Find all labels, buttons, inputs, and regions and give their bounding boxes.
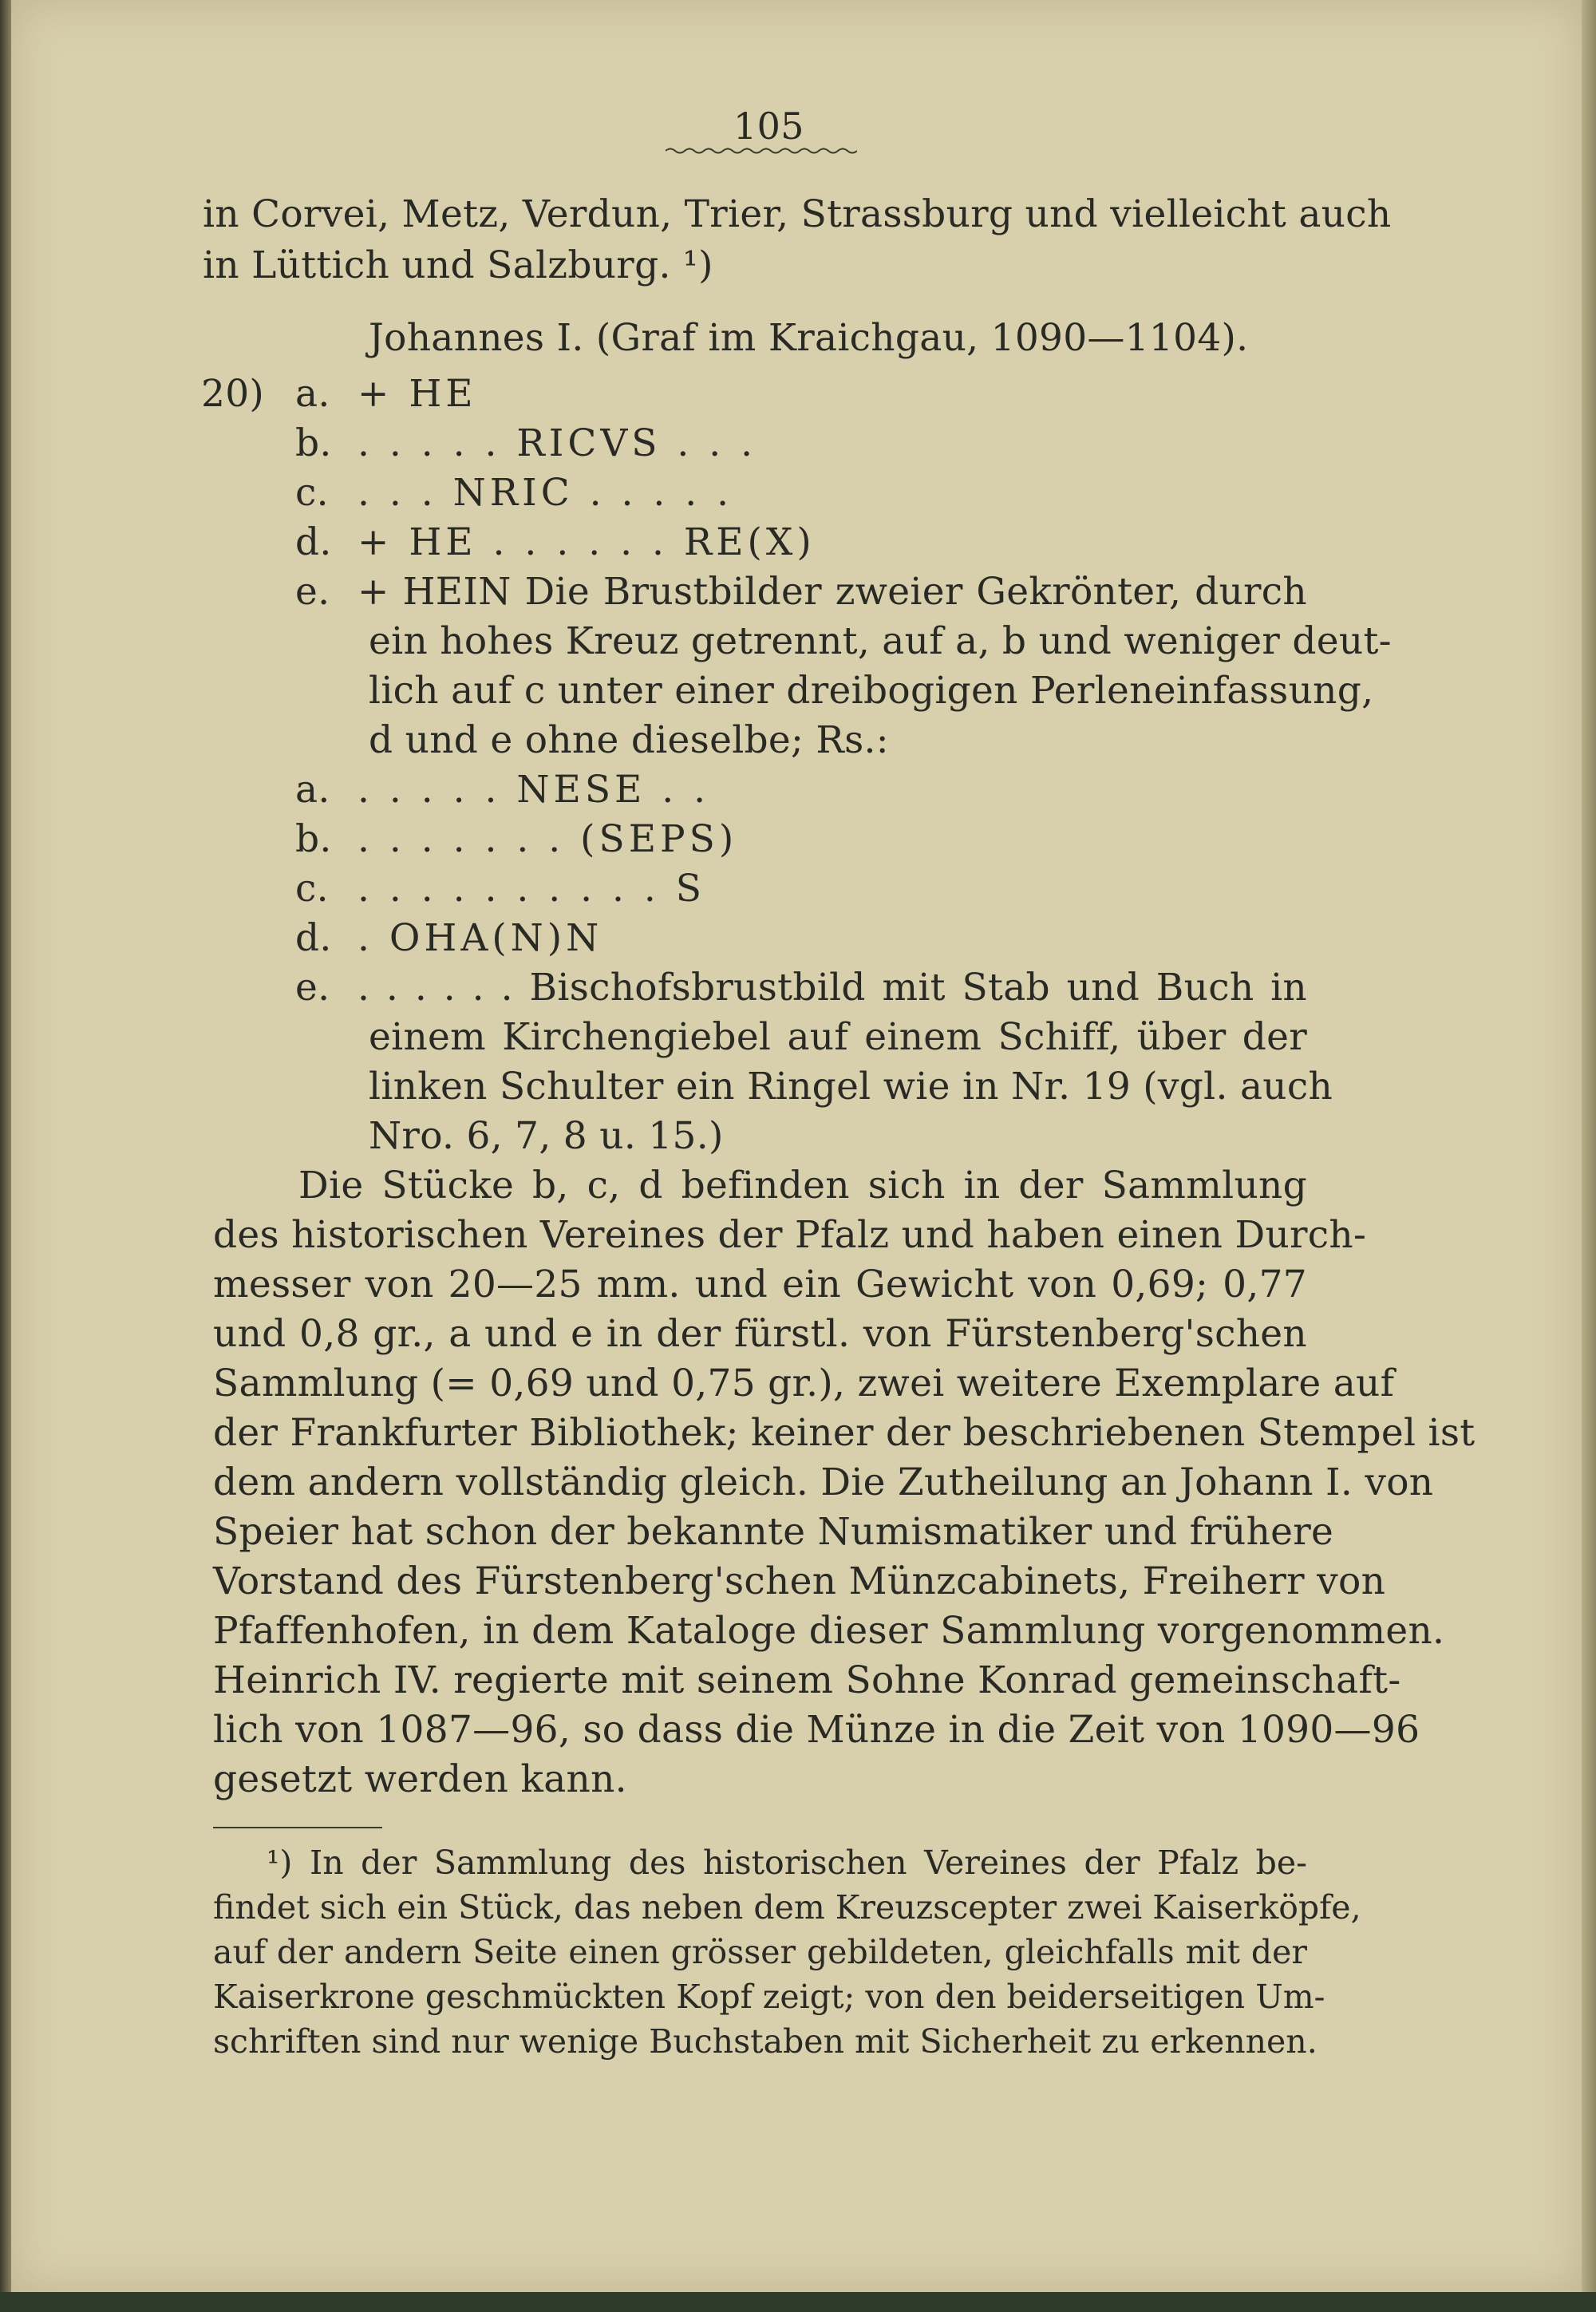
- reverse-legend-c: . . . . . . . . . . S: [358, 867, 705, 911]
- description-line: einem Kirchengiebel auf einem Schiff, über der: [369, 1015, 1307, 1059]
- reverse-legend-d: . OHA(N)N: [358, 916, 603, 960]
- paragraph-line: gesetzt werden kann.: [213, 1757, 627, 1801]
- reverse-label-b: b.: [295, 817, 332, 861]
- paragraph-line: Vorstand des Fürstenberg'schen Münzcabinets, Freiherr von: [213, 1559, 1386, 1603]
- paragraph-line: Heinrich IV. regierte mit seinem Sohne Konrad gemeinschaft-: [213, 1658, 1401, 1702]
- paragraph-line: dem andern vollständig gleich. Die Zutheilung an Johann I. von: [213, 1460, 1434, 1504]
- reverse-legend-a: . . . . . NESE . .: [358, 768, 710, 812]
- paragraph-line: Die Stücke b, c, d befinden sich in der Sammlung: [298, 1164, 1307, 1207]
- page-number-ornament: [666, 146, 857, 156]
- description-line: ein hohes Kreuz getrennt, auf a, b und weniger deut-: [369, 619, 1392, 663]
- obverse-label-a: a.: [295, 372, 330, 416]
- text-line: in Lüttich und Salzburg. ¹): [203, 243, 713, 287]
- entry-number: 20): [201, 372, 265, 416]
- paragraph-line: Sammlung (= 0,69 und 0,75 gr.), zwei weitere Exemplare auf: [213, 1362, 1395, 1405]
- obverse-legend-e: + HEIN Die Brustbilder zweier Gekrönter, durch: [358, 570, 1307, 614]
- description-line: Nro. 6, 7, 8 u. 15.): [369, 1114, 724, 1158]
- paragraph-line: des historischen Vereines der Pfalz und haben einen Durch-: [213, 1213, 1367, 1257]
- reverse-label-a: a.: [295, 768, 330, 812]
- reverse-legend-b: . . . . . . . (SEPS): [358, 817, 738, 861]
- reverse-label-c: c.: [295, 867, 329, 911]
- paragraph-line: lich von 1087—96, so dass die Münze in die Zeit von 1090—96: [213, 1708, 1420, 1752]
- paragraph-line: messer von 20—25 mm. und ein Gewicht von 0,69; 0,77: [213, 1263, 1307, 1306]
- text-line: in Corvei, Metz, Verdun, Trier, Strassburg und vielleicht auch: [203, 192, 1392, 236]
- description-line: d und e ohne dieselbe; Rs.:: [369, 718, 889, 762]
- footnote-divider: [213, 1827, 382, 1828]
- reverse-label-e: e.: [295, 966, 330, 1010]
- paragraph-line: Speier hat schon der bekannte Numismatiker und frühere: [213, 1510, 1334, 1554]
- reverse-legend-e: . . . . . . Bischofsbrustbild mit Stab und Buch in: [358, 966, 1307, 1010]
- footnote-line: ¹) In der Sammlung des historischen Vereines der Pfalz be-: [267, 1844, 1307, 1882]
- section-heading: Johannes I. (Graf im Kraichgau, 1090—1104).: [369, 316, 1249, 360]
- obverse-label-d: d.: [295, 520, 332, 564]
- obverse-legend-b: . . . . . RICVS . . .: [358, 421, 757, 465]
- obverse-legend-c: . . . NRIC . . . . .: [358, 471, 733, 515]
- footnote-line: auf der andern Seite einen grösser gebildeten, gleichfalls mit der: [213, 1933, 1307, 1971]
- page-edge: [1582, 0, 1596, 2292]
- reverse-label-d: d.: [295, 916, 332, 960]
- obverse-legend-a: + HE: [358, 372, 477, 416]
- obverse-label-c: c.: [295, 471, 329, 515]
- obverse-label-b: b.: [295, 421, 332, 465]
- paragraph-line: Pfaffenhofen, in dem Kataloge dieser Sammlung vorgenommen.: [213, 1609, 1445, 1653]
- book-spine: [0, 0, 11, 2312]
- paragraph-line: der Frankfurter Bibliothek; keiner der beschriebenen Stempel ist: [213, 1411, 1476, 1455]
- description-line: linken Schulter ein Ringel wie in Nr. 19 (vgl. auch: [369, 1065, 1333, 1109]
- footnote-line: schriften sind nur wenige Buchstaben mit Sicherheit zu erkennen.: [213, 2022, 1317, 2061]
- description-line: lich auf c unter einer dreibogigen Perleneinfassung,: [369, 669, 1374, 713]
- paragraph-line: und 0,8 gr., a und e in der fürstl. von Fürstenberg'schen: [213, 1312, 1307, 1356]
- footnote-line: findet sich ein Stück, das neben dem Kreuzscepter zwei Kaiserköpfe,: [213, 1888, 1361, 1927]
- page-number: 105: [733, 105, 804, 148]
- footnote-line: Kaiserkrone geschmückten Kopf zeigt; von den beiderseitigen Um-: [213, 1978, 1325, 2016]
- obverse-legend-d: + HE . . . . . . RE(X): [358, 520, 816, 564]
- scan-background: [0, 2292, 1596, 2312]
- obverse-label-e: e.: [295, 570, 330, 614]
- book-page: [11, 0, 1582, 2292]
